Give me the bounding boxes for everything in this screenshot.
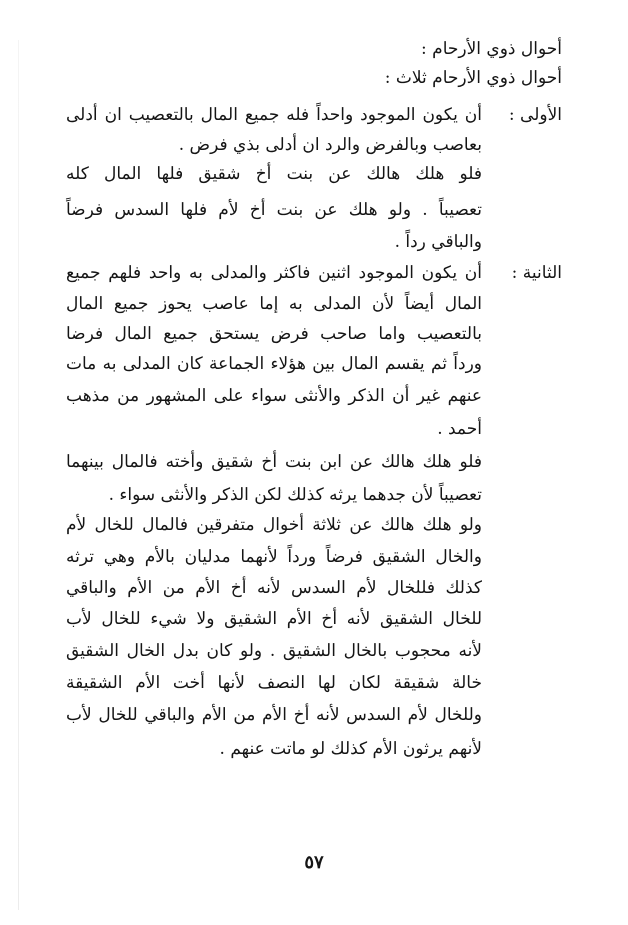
text-line: لأنهم يرثون الأم كذلك لو ماتت عنهم . [219, 739, 482, 759]
text-line: ورداً ثم يقسم المال بين هؤلاء الجماعة كان المدلى به مات [66, 354, 482, 374]
text-line: وللخال لأم السدس لأنه أخ الأم من الأم والباقي للخال لأب [66, 705, 482, 725]
text-line: أحمد . [437, 419, 482, 439]
text-line: للخال الشقيق لأنه أخ الأم الشقيق ولا شيء للخال لأب [66, 609, 482, 629]
text-line: فلو هلك هالك عن ابن بنت أخ شقيق وأخته فالمال بينهما [66, 452, 482, 472]
text-line: المال أيضاً لأن المدلى به إما عاصب يحوز جميع المال [66, 294, 482, 314]
section-subheading: أحوال ذوي الأرحام ثلاث : [384, 68, 562, 88]
text-line: فلو هلك هالك عن بنت أخ شقيق فلها المال كله [66, 164, 482, 184]
text-line: والباقي رداً . [394, 232, 482, 252]
text-line: تعصيباً لأن جدهما يرثه كذلك لكن الذكر والأنثى سواء . [108, 485, 482, 505]
text-line: أن يكون الموجود اثنين فاكثر والمدلى به واحد فلهم جميع [66, 263, 482, 283]
text-line: خالة شقيقة لكان لها النصف لأنها أخت الأم الشقيقة [66, 673, 482, 693]
text-line: بالتعصيب واما صاحب فرض يستحق جميع المال فرضا [66, 324, 482, 344]
page-number: ٥٧ [304, 852, 324, 873]
text-line: كذلك فللخال لأم السدس لأنه أخ الأم من الأم والباقي [66, 578, 482, 598]
text-line: أن يكون الموجود واحداً فله جميع المال بالتعصيب ان أدلى [66, 105, 482, 125]
text-line: تعصيباً . ولو هلك عن بنت أخ لأم فلها السدس فرضاً [66, 200, 482, 220]
text-line: بعاصب وبالفرض والرد ان أدلى بذي فرض . [178, 135, 482, 155]
text-line: والخال الشقيق فرضاً ورداً لأنهما مدليان بالأم وهي ترثه [66, 547, 482, 567]
case-label-second: الثانية : [511, 263, 562, 283]
text-line: عنهم غير أن الذكر والأنثى سواء على المشهور من مذهب [66, 386, 482, 406]
section-heading: أحوال ذوي الأرحام : [421, 39, 562, 59]
case-label-first: الأولى : [508, 105, 562, 125]
text-line: ولو هلك هالك عن ثلاثة أخوال متفرقين فالمال للخال لأم [66, 515, 482, 535]
page-edge-shadow [18, 40, 19, 910]
text-line: لأنه محجوب بالخال الشقيق . ولو كان بدل الخال الشقيق [66, 641, 482, 661]
